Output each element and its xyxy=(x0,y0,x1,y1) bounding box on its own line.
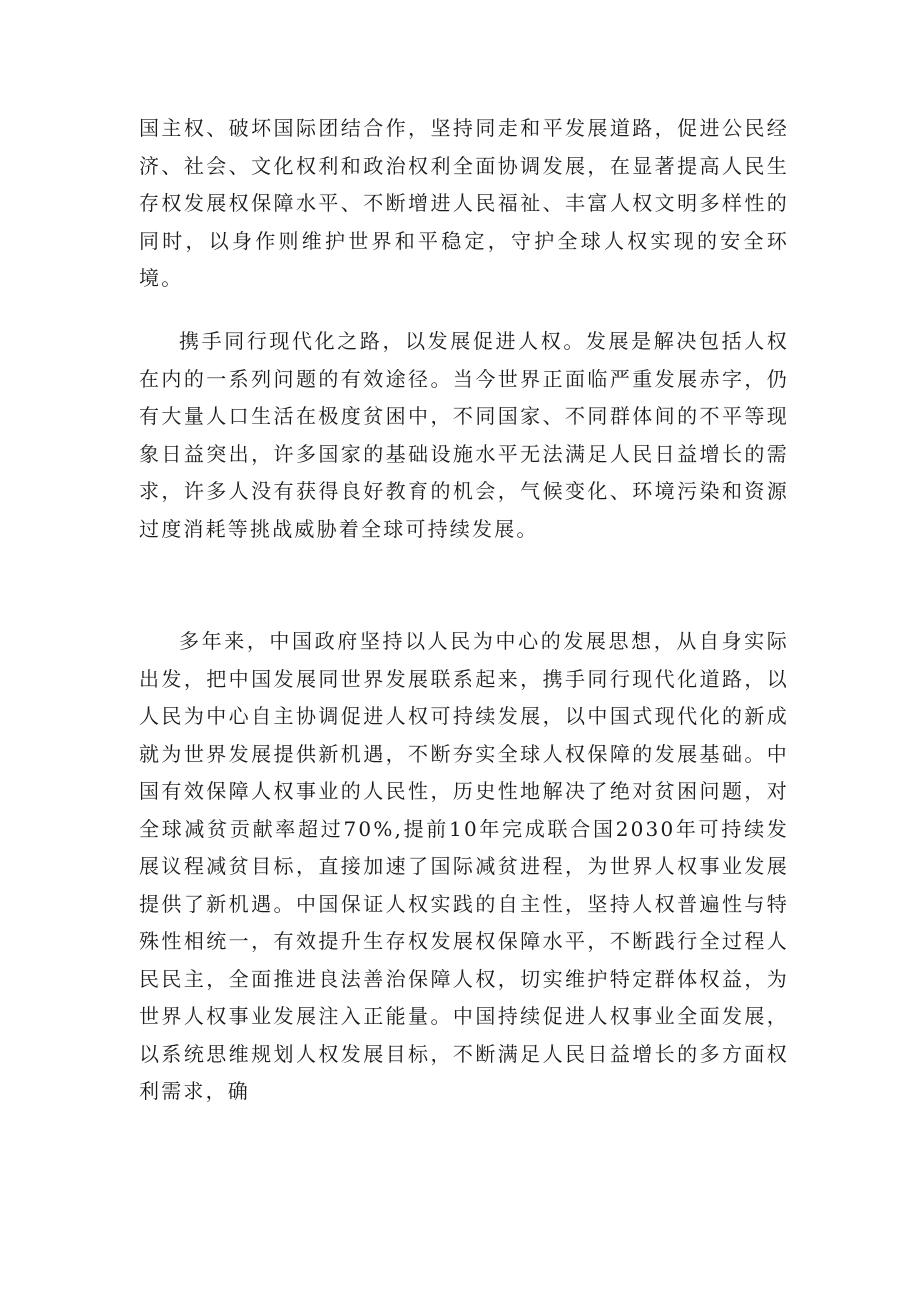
paragraph-china-practice: 多年来，中国政府坚持以人民为中心的发展思想，从自身实际出发，把中国发展同世界发展联系起来，携手同行现代化道路，以人民为中心自主协调促进人权可持续发展，以中国式现代化的新成就为世界发展提供新机遇，不断夯实全球人权保障的发展基础。中国有效保障人权事业的人民性，历史性地解决了绝对贫困问题，对全球减贫贡献率超过70%,提前10年完成联合国2030年可持续发展议程减贫目标，直接加速了国际减贫进程，为世界人权事业发展提供了新机遇。中国保证人权实践的自主性，坚持人权普遍性与特殊性相统一，有效提升生存权发展权保障水平，不断践行全过程人民民主，全面推进良法善治保障人权，切实维护特定群体权益，为世界人权事业发展注入正能量。中国持续促进人权事业全面发展，以系统思维规划人权发展目标，不断满足人民日益增长的多方面权利需求，确 xyxy=(139,629,789,1103)
paragraph-development: 携手同行现代化之路，以发展促进人权。发展是解决包括人权在内的一系列问题的有效途径。当今世界正面临严重发展赤字，仍有大量人口生活在极度贫困中，不同国家、不同群体间的不平等现象日益突出，许多国家的基础设施水平无法满足人民日益增长的需求，许多人没有获得良好教育的机会，气候变化、环境污染和资源过度消耗等挑战威胁着全球可持续发展。 xyxy=(139,329,789,541)
paragraph-continued: 国主权、破坏国际团结合作，坚持同走和平发展道路，促进公民经济、社会、文化权利和政治权利全面协调发展，在显著提高人民生存权发展权保障水平、不断增进人民福祉、丰富人权文明多样性的同时，以身作则维护世界和平稳定，守护全球人权实现的安全环境。 xyxy=(139,116,789,290)
